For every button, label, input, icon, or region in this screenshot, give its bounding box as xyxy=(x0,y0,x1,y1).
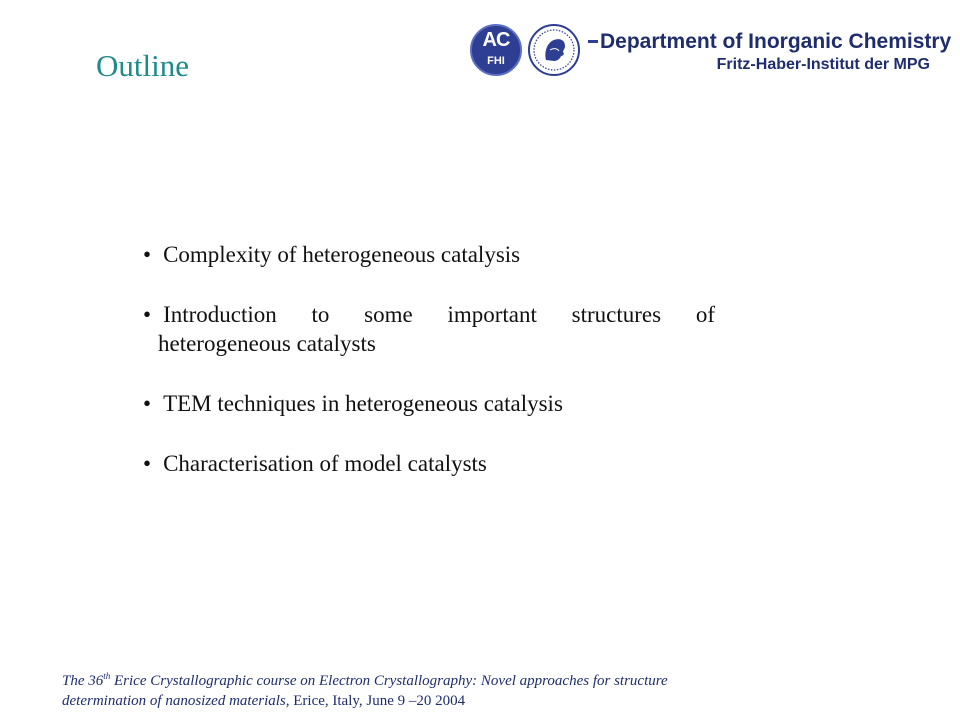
outline-list xyxy=(143,240,715,509)
list-item xyxy=(143,449,715,478)
list-item-text: TEM techniques in heterogeneous catalysis xyxy=(163,391,563,416)
list-item-text: Complexity of heterogeneous catalysis xyxy=(163,242,521,267)
minerva-seal-icon xyxy=(528,24,580,76)
bullet-icon: • xyxy=(143,242,152,267)
minerva-head-icon xyxy=(530,26,578,74)
department-name: Department of Inorganic Chemistry xyxy=(600,30,952,53)
list-item xyxy=(143,300,715,358)
list-item xyxy=(143,240,715,269)
badge-bottom-text: FHI xyxy=(487,55,505,67)
slide-title: Outline xyxy=(96,48,189,83)
bullet-icon: • xyxy=(143,391,152,416)
footer-superscript: th xyxy=(103,671,111,681)
ac-fhi-badge-icon xyxy=(470,24,522,76)
list-item-text: Characterisation of model catalysts xyxy=(163,451,487,476)
footer-text: determination of nanosized materials, xyxy=(62,693,290,709)
slide-footer xyxy=(62,666,882,711)
list-item-text: Introduction to some important structures of xyxy=(163,302,715,327)
bullet-icon: • xyxy=(143,451,152,476)
footer-text: The 36 xyxy=(62,673,104,689)
bullet-icon: • xyxy=(143,302,152,327)
footer-text: Erice, Italy, June 9 –20 2004 xyxy=(289,693,466,709)
institute-name: Fritz-Haber-Institut der MPG xyxy=(716,56,930,73)
institute-logo xyxy=(470,24,952,84)
badge-top-text: AC xyxy=(482,29,510,51)
list-item-text-continued: heterogeneous catalysts xyxy=(158,331,376,356)
list-item xyxy=(143,389,715,418)
footer-text: Erice Crystallographic course on Electron Crystallography: Novel approaches for structure xyxy=(110,673,668,689)
